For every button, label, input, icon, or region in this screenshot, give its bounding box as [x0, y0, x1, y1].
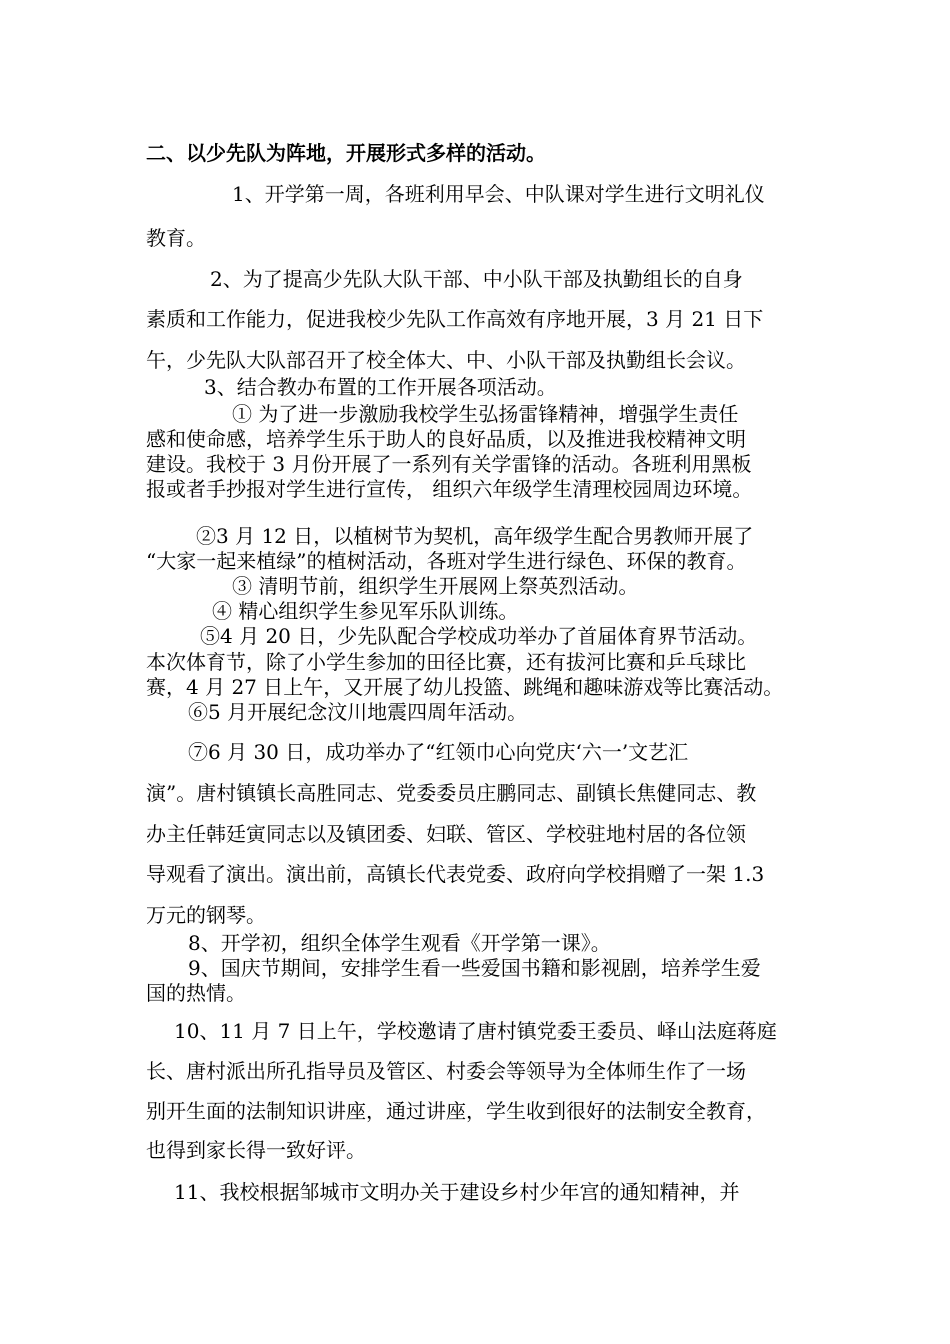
text-line: 1、开学第一周，各班利用早会、中队课对学生进行文明礼仪 [232, 182, 765, 206]
text-line: 午，少先队大队部召开了校全体大、中、小队干部及执勤组长会议。 [146, 348, 746, 372]
text-line: ⑤4 月 20 日，少先队配合学校成功举办了首届体育界节活动。 [200, 624, 758, 648]
text-line: ④ 精心组织学生参见军乐队训练。 [212, 599, 519, 623]
text-line: “大家一起来植绿”的植树活动，各班对学生进行绿色、环保的教育。 [146, 549, 747, 573]
text-line: 办主任韩廷寅同志以及镇团委、妇联、管区、学校驻地村居的各位领 [146, 822, 746, 846]
text-line: 万元的钢琴。 [146, 903, 266, 927]
text-line: ⑦6 月 30 日，成功举办了“红领巾心向党庆‘六一’文艺汇 [188, 740, 689, 764]
text-line: 也得到家长得一致好评。 [146, 1138, 366, 1162]
text-line: ① 为了进一步激励我校学生弘扬雷锋精神，增强学生责任 [232, 402, 739, 426]
text-line: 导观看了演出。演出前，高镇长代表党委、政府向学校捐赠了一架 1.3 [146, 862, 765, 886]
text-line: 3、结合教办布置的工作开展各项活动。 [204, 375, 557, 399]
text-line: 国的热情。 [146, 981, 246, 1005]
text-line: 建设。我校于 3 月份开展了一系列有关学雷锋的活动。各班利用黑板 [146, 452, 752, 476]
text-line: 别开生面的法制知识讲座，通过讲座，学生收到很好的法制安全教育， [146, 1099, 766, 1123]
text-line: ⑥5 月开展纪念汶川地震四周年活动。 [188, 700, 528, 724]
text-line: 演”。唐村镇镇长高胜同志、党委委员庄鹏同志、副镇长焦健同志、教 [146, 781, 757, 805]
text-line: 8、开学初，组织全体学生观看《开学第一课》。 [188, 931, 611, 955]
text-line: 报或者手抄报对学生进行宣传， 组织六年级学生清理校园周边环境。 [146, 477, 753, 501]
text-line: 素质和工作能力，促进我校少先队工作高效有序地开展，3 月 21 日下 [146, 307, 764, 331]
text-line: 2、为了提高少先队大队干部、中小队干部及执勤组长的自身 [210, 267, 743, 291]
text-line: 本次体育节，除了小学生参加的田径比赛，还有拔河比赛和乒乓球比 [146, 650, 746, 674]
section-heading: 二、以少先队为阵地，开展形式多样的活动。 [146, 141, 546, 165]
text-line: 赛，4 月 27 日上午，又开展了幼儿投篮、跳绳和趣味游戏等比赛活动。 [146, 675, 784, 699]
text-line: ②3 月 12 日，以植树节为契机，高年级学生配合男教师开展了 [196, 524, 754, 548]
text-line: ③ 清明节前，组织学生开展网上祭英烈活动。 [232, 574, 639, 598]
text-line: 11、我校根据邹城市文明办关于建设乡村少年宫的通知精神，并 [174, 1180, 740, 1204]
text-line: 长、唐村派出所孔指导员及管区、村委会等领导为全体师生作了一场 [146, 1059, 746, 1083]
text-line: 教育。 [146, 226, 206, 250]
text-line: 感和使命感，培养学生乐于助人的良好品质，以及推进我校精神文明 [146, 427, 746, 451]
text-line: 9、国庆节期间，安排学生看一些爱国书籍和影视剧，培养学生爱 [188, 956, 761, 980]
text-line: 10、11 月 7 日上午，学校邀请了唐村镇党委王委员、峄山法庭蒋庭 [174, 1019, 777, 1043]
